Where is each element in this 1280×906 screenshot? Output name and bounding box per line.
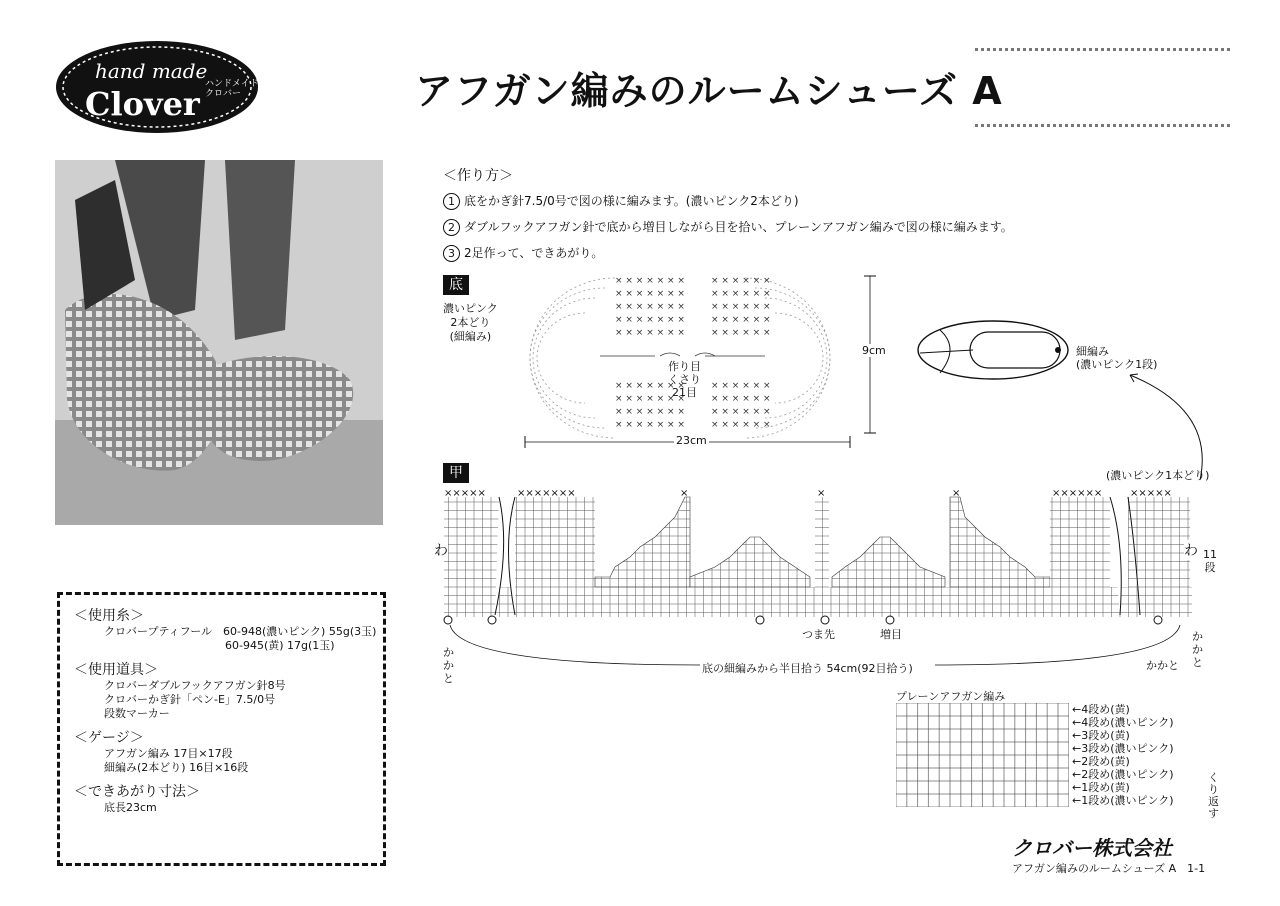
legend-row: ←3段め(黄) [1072,729,1130,742]
step-2 [443,218,1013,236]
svg-text:× × × × × ×: × × × × × × [711,289,771,299]
yarn-heading: ＜使用糸＞ [74,608,144,624]
svg-text:× × × × × ×: × × × × × × [711,394,771,404]
gauge-line2: 細編み(2本どり) 16目×16段 [104,761,249,774]
tools-line2: クロバーかぎ針「ペン-E」7.5/0号 [104,693,276,706]
upper-label: 甲 [443,463,469,483]
sole-width: 23cm [676,434,707,447]
sole-yarn-note [443,302,498,344]
bottom-dotted-rule [975,124,1230,127]
sole-height: 9cm [862,344,886,357]
sole-crochet-chart [515,268,895,457]
method-heading: ＜作り方＞ [443,168,513,184]
page-title: アフガン編みのルームシューズ A [415,69,1003,113]
step-text: 底をかぎ針7.5/0号で図の様に編みます。(濃いピンク2本どり) [464,194,799,208]
yarn-line2: 60-945(黄) 17g(1玉) [104,639,335,652]
svg-text:×: × [817,488,826,499]
gauge-line1: アフガン編み 17目×17段 [104,747,233,760]
footer-caption: アフガン編みのルームシューズ A 1-1 [1012,862,1206,875]
svg-text:× × × × × × ×: × × × × × × × [615,381,685,391]
tools-line3: 段数マーカー [104,707,170,720]
sole-yarn-line1: 濃いピンク [443,302,498,315]
step-number: 3 [443,245,460,262]
edge-line1: 細編み [1076,345,1109,358]
step-text: 2足作って、できあがり。 [464,246,604,260]
svg-text:× × × × × ×: × × × × × × [711,302,771,312]
step-1 [443,192,799,210]
logo-sub2: クロバー [205,89,242,99]
legend-repeat: くり返す [1208,771,1219,820]
svg-text:× × × × × × ×: × × × × × × × [615,328,685,338]
upper-afghan-chart [440,485,1200,629]
svg-text:×××××: ××××× [444,488,486,499]
legend-row: ←4段め(黄) [1072,703,1130,716]
size-line1: 底長23cm [104,801,157,814]
clover-logo [55,40,260,135]
pickup-arc [440,615,1200,675]
step-text: ダブルフックアフガン針で底から増目しながら目を拾い、プレーンアフガン編みで図の様に編みます。 [464,220,1013,234]
svg-text:×××××××: ××××××× [517,488,576,499]
sole-label: 底 [443,275,469,295]
svg-text:× × × × × ×: × × × × × × [711,381,771,391]
legend-rows [1072,703,1174,807]
rows-line1: 11 [1203,548,1217,561]
gauge-heading: ＜ゲージ＞ [74,730,144,746]
edge-line2: (濃いピンク1段) [1076,358,1158,371]
yarn-line1: クロバープティフール 60-948(濃いピンク) 55g(3玉) [104,625,377,638]
legend-row: ←2段め(濃いピンク) [1072,768,1174,781]
slippers-photo [55,160,383,525]
materials-box [57,592,386,866]
svg-text:× × × × × × ×: × × × × × × × [615,302,685,312]
svg-text:× × × × × × ×: × × × × × × × [615,276,685,286]
loop-mark-right: わ [1184,540,1198,560]
svg-text:× × × × × ×: × × × × × × [711,315,771,325]
svg-text:× × × × × × ×: × × × × × × × [615,315,685,325]
heel-mid: かかと [1146,659,1179,672]
rows-note [1203,548,1217,574]
legend-grid [896,703,1070,813]
svg-text:××××××: ×××××× [1052,488,1103,499]
logo-brand: Clover [85,85,200,123]
svg-text:× × × × × ×: × × × × × × [711,328,771,338]
svg-text:× × × × × × ×: × × × × × × × [615,394,685,404]
svg-text:×: × [952,488,961,499]
sole-yarn-line2: 2本どり [450,316,491,329]
legend-title: プレーンアフガン編み [896,690,1006,703]
svg-text:× × × × × × ×: × × × × × × × [615,407,685,417]
size-heading: ＜できあがり寸法＞ [74,784,200,800]
chain-line2: くさり [668,373,701,386]
loop-mark-left: わ [434,540,448,560]
svg-text:× × × × × × ×: × × × × × × × [615,420,685,430]
svg-text:× × × × × ×: × × × × × × [711,420,771,430]
svg-text:×××××: ××××× [1130,488,1172,499]
chain-line1: 作り目 [668,360,701,373]
svg-text:× × × × × ×: × × × × × × [711,276,771,286]
pickup-note: 底の細編みから半目拾う 54cm(92目拾う) [702,662,913,675]
company-name: クロバー株式会社 [1012,836,1172,860]
svg-text:× × × × × × ×: × × × × × × × [615,289,685,299]
tools-heading: ＜使用道具＞ [74,662,158,678]
step-3 [443,244,603,262]
sole-yarn-line3: (細編み) [449,330,492,343]
legend-row: ←4段め(濃いピンク) [1072,716,1174,729]
legend-row: ←1段め(濃いピンク) [1072,794,1174,807]
tools-line1: クロバーダブルフックアフガン針8号 [104,679,286,692]
chain-line3: 21目 [672,386,697,399]
heel-right: かかと [1192,630,1203,669]
legend-row: ←3段め(濃いピンク) [1072,742,1174,755]
increase-label: 増目 [880,628,902,641]
chain-note [668,360,701,399]
top-dotted-rule [975,48,1230,51]
edge-note [1076,345,1157,371]
rows-line2: 段 [1204,561,1216,574]
upper-yarn-note: (濃いピンク1本どり) [1106,469,1210,482]
logo-sub1: ハンドメイド [205,79,259,89]
slipper-outline-diagram [915,318,1075,387]
step-number: 2 [443,219,460,236]
legend-row: ←1段め(黄) [1072,781,1130,794]
logo-top-text: hand made [95,59,208,83]
svg-text:× × × × × ×: × × × × × × [711,407,771,417]
heel-left: かかと [443,646,454,685]
legend-row: ←2段め(黄) [1072,755,1130,768]
svg-text:×: × [680,488,689,499]
toe-label: つま先 [802,628,835,641]
step-number: 1 [443,193,460,210]
